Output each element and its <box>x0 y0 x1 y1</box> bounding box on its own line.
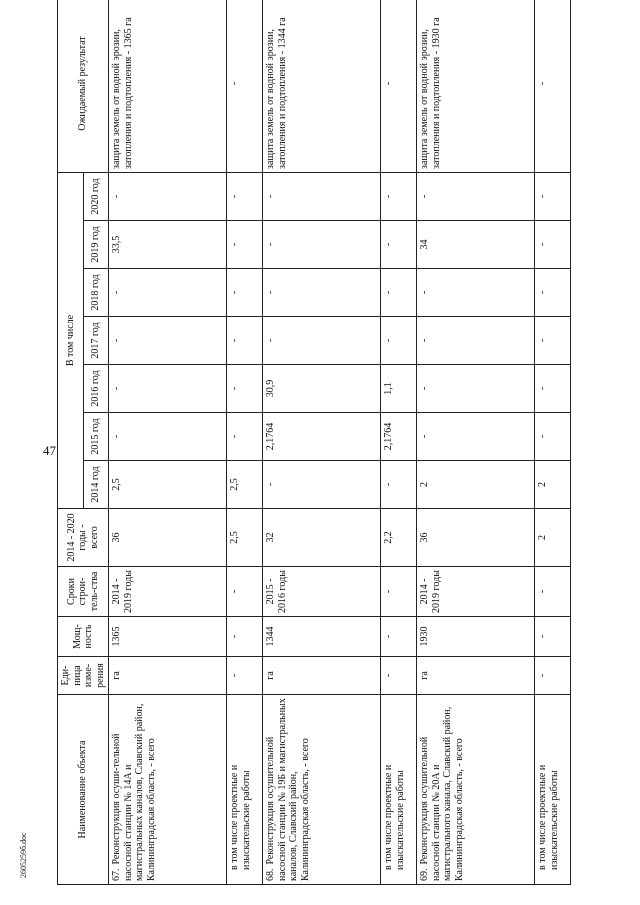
object-name: Реконструкция осушительной насосной станции № 20А и магистрального канала, Славский район, Калининградская область, - всего <box>419 706 465 881</box>
year-value-cell: 2,1764 <box>381 413 417 461</box>
row-number: 69. <box>419 868 430 881</box>
year-value-cell: - <box>381 317 417 365</box>
year-value-cell: - <box>263 269 381 317</box>
year-value-cell: 30,9 <box>263 365 381 413</box>
unit-cell: га <box>263 657 381 695</box>
capacity-cell: 1930 <box>417 617 535 657</box>
terms-cell: - <box>535 567 571 617</box>
expected-result-cell: защита земель от водной эрозии, затопления и подтопления - 1930 га <box>417 0 535 173</box>
year-value-cell: - <box>535 317 571 365</box>
capacity-cell: - <box>535 617 571 657</box>
year-value-cell: 33,5 <box>109 221 227 269</box>
year-value-cell: - <box>227 317 263 365</box>
expected-result-cell: - <box>381 0 417 173</box>
year-value-cell: - <box>417 317 535 365</box>
terms-cell: 2015 - 2016 годы <box>263 567 381 617</box>
expected-result-cell: - <box>227 0 263 173</box>
footer-filename: 2605259б.doc <box>19 832 28 878</box>
total-cell: 2,2 <box>381 509 417 567</box>
header-year: 2017 год <box>83 317 109 365</box>
year-value-cell: - <box>263 461 381 509</box>
year-value-cell: - <box>263 221 381 269</box>
year-value-cell: - <box>535 365 571 413</box>
header-unit: Еди-ница изме-рения <box>58 657 109 695</box>
year-value-cell: 2 <box>535 461 571 509</box>
object-name-cell <box>381 695 417 885</box>
year-value-cell: - <box>535 173 571 221</box>
terms-cell: - <box>227 567 263 617</box>
year-value-cell: - <box>263 317 381 365</box>
year-value-cell: - <box>227 173 263 221</box>
table-row <box>263 0 381 885</box>
terms-cell: 2014 - 2019 годы <box>109 567 227 617</box>
year-value-cell: - <box>227 365 263 413</box>
table-row <box>417 0 535 885</box>
object-name-cell <box>535 695 571 885</box>
object-name-cell <box>263 695 381 885</box>
header-name: Наименование объекта <box>58 695 109 885</box>
unit-cell: - <box>381 657 417 695</box>
year-value-cell: - <box>227 269 263 317</box>
table-row <box>535 0 571 885</box>
object-name-cell <box>417 695 535 885</box>
row-number: 67. <box>111 868 122 881</box>
expected-result-cell: - <box>535 0 571 173</box>
year-value-cell: 2 <box>417 461 535 509</box>
year-value-cell: - <box>109 269 227 317</box>
table-row <box>227 0 263 885</box>
year-value-cell: - <box>381 221 417 269</box>
year-value-cell: - <box>227 221 263 269</box>
row-number: 68. <box>265 868 276 881</box>
year-value-cell: - <box>109 173 227 221</box>
unit-cell: - <box>227 657 263 695</box>
year-value-cell: - <box>381 173 417 221</box>
object-name: в том числе проектные и изыскательские работы <box>537 764 560 870</box>
year-value-cell: - <box>381 461 417 509</box>
capacity-cell: - <box>227 617 263 657</box>
header-capacity: Мощ-ность <box>58 617 109 657</box>
year-value-cell: 2,5 <box>227 461 263 509</box>
header-total: 2014 - 2020 годы - всего <box>58 509 109 567</box>
object-name: в том числе проектные и изыскательские работы <box>229 764 252 870</box>
year-value-cell: - <box>535 221 571 269</box>
expected-result-cell: защита земель от водной эрозии, затопления и подтопления - 1344 га <box>263 0 381 173</box>
year-value-cell: - <box>535 269 571 317</box>
year-value-cell: 2,5 <box>109 461 227 509</box>
object-name: Реконструкция осуши-тельной насосной станции № 14А и магистральных каналов, Славский район, Калининградская область, - всего <box>111 703 157 881</box>
header-including: В том числе <box>58 173 84 509</box>
header-year: 2018 год <box>83 269 109 317</box>
table-row <box>381 0 417 885</box>
total-cell: 36 <box>109 509 227 567</box>
header-year: 2019 год <box>83 221 109 269</box>
header-result: Ожидаемый результат <box>58 0 109 173</box>
year-value-cell: 34 <box>417 221 535 269</box>
year-value-cell: - <box>109 365 227 413</box>
header-year: 2020 год <box>83 173 109 221</box>
year-value-cell: - <box>109 317 227 365</box>
terms-cell: - <box>381 567 417 617</box>
total-cell: 32 <box>263 509 381 567</box>
total-cell: 36 <box>417 509 535 567</box>
year-value-cell: - <box>535 413 571 461</box>
object-name: Реконструкция осушительной насосной станции № 19Б и магистральных каналов, Славский район, Калининградская область, - всего <box>265 698 311 881</box>
year-value-cell: - <box>263 173 381 221</box>
capacity-cell: - <box>381 617 417 657</box>
table-row <box>109 0 227 885</box>
terms-cell: 2014 - 2019 годы <box>417 567 535 617</box>
object-name: в том числе проектные и изыскательские работы <box>383 764 406 870</box>
unit-cell: - <box>535 657 571 695</box>
capacity-cell: 1344 <box>263 617 381 657</box>
year-value-cell: - <box>417 413 535 461</box>
year-value-cell: - <box>227 413 263 461</box>
year-value-cell: 2,1764 <box>263 413 381 461</box>
rotated-table-container <box>57 17 632 885</box>
expected-result-cell: защита земель от водной эрозии, затопления и подтопления - 1365 га <box>109 0 227 173</box>
page-number: 47 <box>43 443 56 458</box>
header-terms: Сроки строи-тель-ства <box>58 567 109 617</box>
year-value-cell: - <box>417 365 535 413</box>
year-value-cell: - <box>417 269 535 317</box>
objects-table <box>57 0 571 885</box>
year-value-cell: - <box>109 413 227 461</box>
object-name-cell <box>227 695 263 885</box>
capacity-cell: 1365 <box>109 617 227 657</box>
total-cell: 2,5 <box>227 509 263 567</box>
year-value-cell: - <box>381 269 417 317</box>
header-year: 2015 год <box>83 413 109 461</box>
object-name-cell <box>109 695 227 885</box>
header-year: 2014 год <box>83 461 109 509</box>
year-value-cell: - <box>417 173 535 221</box>
unit-cell: га <box>417 657 535 695</box>
year-value-cell: 1,1 <box>381 365 417 413</box>
unit-cell: га <box>109 657 227 695</box>
header-row-1 <box>58 0 84 885</box>
total-cell: 2 <box>535 509 571 567</box>
header-year: 2016 год <box>83 365 109 413</box>
